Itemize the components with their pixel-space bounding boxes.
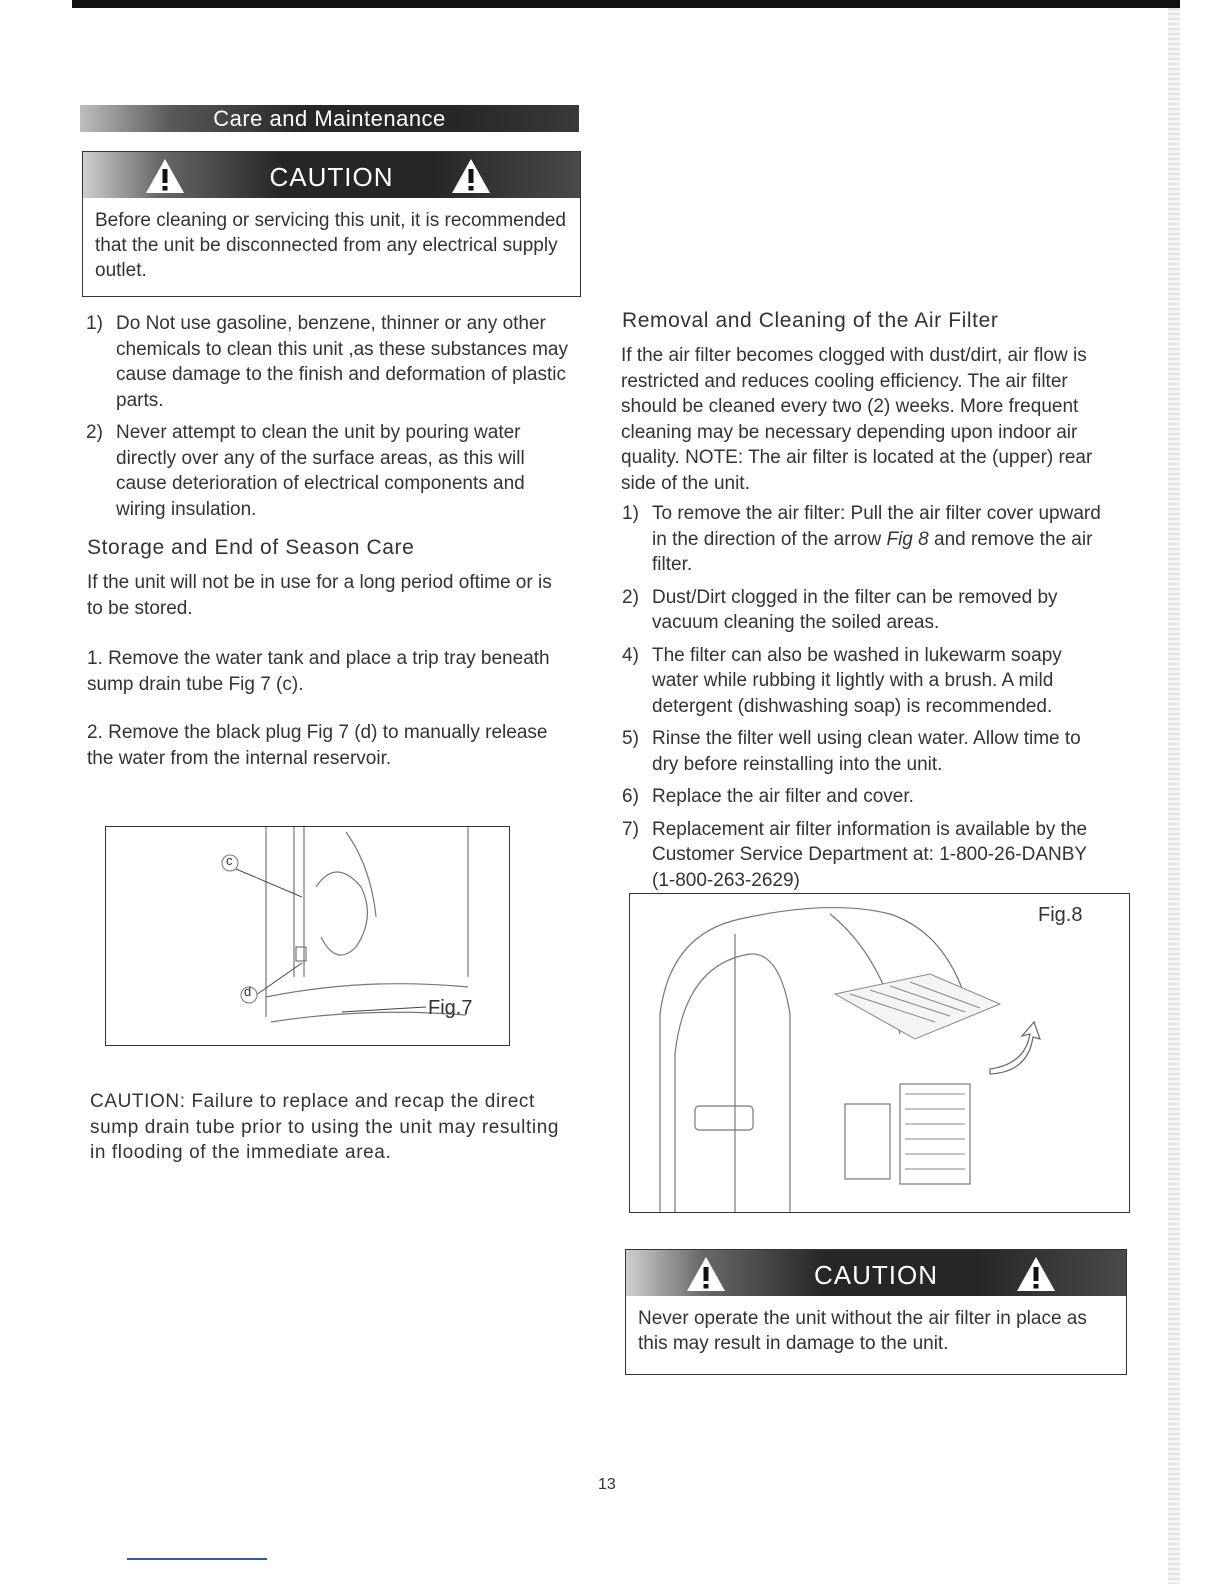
list-item	[86, 311, 576, 413]
fig8-illustration	[629, 893, 1130, 1213]
item-number: 1)	[86, 313, 103, 334]
warning-icon	[686, 1256, 726, 1292]
caution-header	[83, 152, 580, 198]
list-item	[622, 726, 1112, 777]
storage-step-2: 2. Remove the black plug Fig 7 (d) to manually release the water from the internal reservoir.	[87, 722, 548, 769]
warning-icon	[451, 158, 491, 194]
list-item	[622, 817, 1112, 894]
fig7-illustration	[105, 826, 510, 1046]
warning-icon	[145, 158, 185, 194]
caution-note: CAUTION: Failure to replace and recap the direct sump drain tube prior to using the unit may resulting in flooding of the immediate area.	[90, 1091, 560, 1163]
list-item	[622, 643, 1112, 720]
page-number: 13	[598, 1476, 616, 1493]
callout-c: c	[226, 853, 233, 868]
item-text: The filter can also be washed in lukewarm soapy water while rubbing it lightly with a brush. A mild detergent (dishwashing soap) is recommended.	[652, 644, 1062, 717]
item-text: Never attempt to clean the unit by pouring water directly over any of the surface areas, as this will cause deterioration of electrical components and wiring insulation.	[116, 422, 525, 520]
fig7-label: Fig.7	[428, 997, 473, 1019]
top-border	[72, 0, 1180, 8]
list-item	[622, 784, 1112, 810]
callout-d: d	[244, 984, 252, 999]
item-text: Do Not use gasoline, benzene, thinner or any other chemicals to clean this unit ,as these substances may cause damage to the finish and deformation of plastic parts.	[116, 313, 569, 411]
list-item	[622, 585, 1112, 636]
warning-icon	[1016, 1256, 1056, 1292]
storage-step-1: 1. Remove the water tank and place a trip tray beneath sump drain tube Fig 7 (c).	[87, 648, 550, 695]
caution-label: CAUTION	[814, 1260, 938, 1290]
bottom-rule	[127, 1558, 267, 1560]
caution-header	[626, 1250, 1126, 1296]
caution-box-filter	[625, 1249, 1127, 1375]
item-number: 4)	[622, 644, 639, 666]
fig8-label: Fig.8	[1038, 904, 1083, 926]
item-text: To remove the air filter: Pull the air filter cover upward in the direction of the arrow Fig 8 and remove the air filter.	[652, 503, 1101, 575]
item-number: 2)	[86, 422, 103, 443]
item-number: 2)	[622, 586, 639, 608]
fig8-drawing	[630, 894, 1129, 1212]
caution-box-disconnect	[82, 151, 581, 297]
item-number: 7)	[622, 818, 639, 840]
section-title: Care and Maintenance	[80, 105, 579, 132]
filter-intro: If the air filter becomes clogged with dust/dirt, air flow is restricted and reduces cooling efficiency. The air filter should be cleaned every two (2) weeks. More frequent cleaning may be necessary depending upon indoor air quality. NOTE: The air filter is located at the (upper) rear side of the unit.	[621, 345, 1093, 494]
item-number: 5)	[622, 728, 639, 749]
filter-heading: Removal and Cleaning of the Air Filter	[622, 309, 999, 332]
list-item	[622, 501, 1112, 578]
item-text: Replace the air filter and cover.	[652, 786, 914, 807]
filter-steps-list	[622, 501, 1112, 900]
item-number: 6)	[622, 786, 639, 807]
item-number: 1)	[622, 503, 639, 524]
item-text: Dust/Dirt clogged in the filter can be removed by vacuum cleaning the soiled areas.	[652, 586, 1058, 633]
scan-edge	[1168, 8, 1180, 1584]
fig-reference: Fig 8	[886, 528, 929, 550]
storage-heading: Storage and End of Season Care	[87, 536, 415, 559]
cleaning-precautions-list	[86, 311, 576, 529]
item-text: Replacement air filter information is available by the Customer Service Department at: 1-800-26-DANBY (1-800-263-2629)	[652, 818, 1088, 891]
list-item	[86, 420, 576, 522]
caution-label: CAUTION	[269, 162, 394, 192]
caution-text: Never operate the unit without the air filter in place as this may result in damage to the unit.	[638, 1308, 1087, 1354]
arrow-icon	[990, 1022, 1040, 1074]
caution-text: Before cleaning or servicing this unit, it is recommended that the unit be disconnected from any electrical supply outlet.	[95, 210, 567, 281]
item-text: Rinse the filter well using clean water. Allow time to dry before reinstalling into the unit.	[652, 728, 1081, 775]
storage-intro: If the unit will not be in use for a long period oftime or is to be stored.	[87, 572, 552, 619]
